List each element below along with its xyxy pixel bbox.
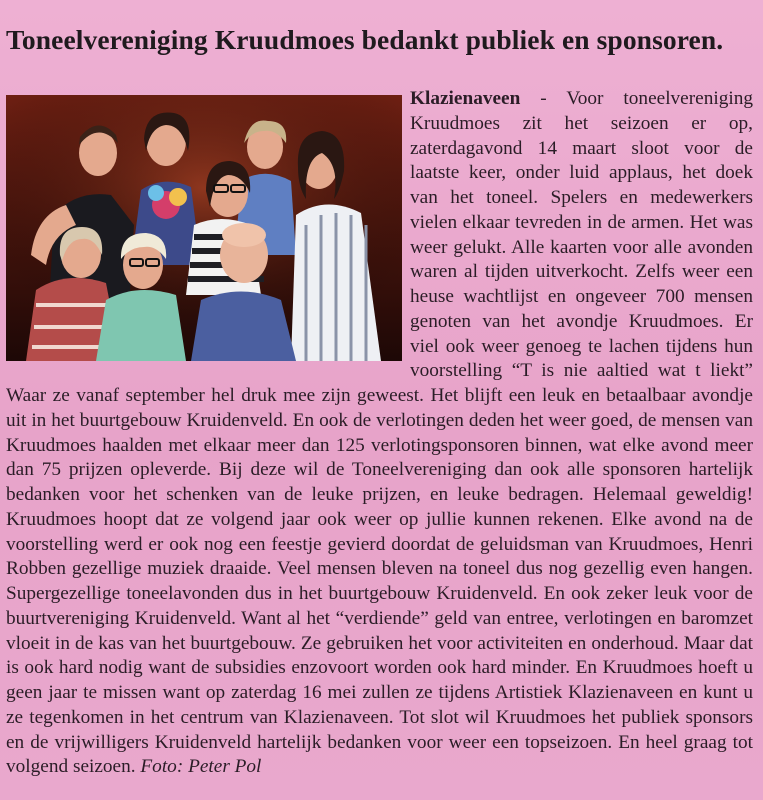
dateline-separator: - — [520, 88, 567, 109]
group-photo-illustration — [6, 95, 402, 361]
article-headline: Toneelvereniging Kruudmoes bedankt publiek en sponsoren. — [6, 24, 724, 56]
article-dateline: Klazienaveen — [410, 88, 521, 109]
article-text: Voor toneelvereniging Kruudmoes zit het seizoen er op, zaterdagavond 14 maart sloot voor de laatste keer, onder luid applaus, het doek van het toneel. Spelers en medewerkers vielen elkaar tevreden in de armen. Het was weer gelukt. Alle kaarten voor alle avonden waren al tijden uitverkocht. Zelfs weer een heuse wachtlijst en ongeveer 700 mensen genoten van het avondje Kruudmoes. Er viel ook weer genoeg te lachen tijdens hun voorstelling “T is nie aaltied wat t liekt” Waar ze vanaf september hel druk mee zijn geweest. Het blijft een leuk en betaalbaar avondje uit in het buurtgebouw Kruidenveld. En ook de verlotingen deden het weer goed, de mensen van Kruudmoes haalden met elkaar meer dan 125 verlotingsponsoren binnen, wat elke avond meer dan 75 prijzen opleverde. Bij deze wil de Toneelvereniging dan ook alle sponsoren hartelijk bedanken voor het schenken van de leuke prijzen, en leuke bedragen. Helemaal geweldig! Kruudmoes hoopt dat ze volgend jaar ook weer op jullie kunnen rekenen. Elke avond na de voorstelling werd er ook nog een feestje gevierd doordat de geluidsman van Kruudmoes, Henri Robben gezellige muziek draaide. Veel mensen bleven na toneel dus nog gezellig even hangen. Supergezellige toneelavonden dus in het buurtgebouw Kruidenveld. En ook zeker leuk voor de buurtvereniging Kruidenveld. Want al het “verdiende” geld van entree, verlotingen en baromzet vloeit in de kas van het buurtgebouw. Ze gebruiken het voor activiteiten en onderhoud. Maar dat is ook hard nodig want de subsidies enzovoort worden ook hard minder. En Kruudmoes hoeft u geen jaar te missen want op zaterdag 16 mei zullen ze tijdens Artistiek Klazienaveen en kunt u ze tegenkomen in het centrum van Klazienaveen. Tot slot wil Kruudmoes het publiek sponsors en de vrijwilligers Kruidenveld hartelijk bedanken voor weer een topseizoen. En heel graag tot volgend seizoen. — [6, 88, 753, 778]
photo-credit: Foto: Peter Pol — [140, 756, 262, 778]
group-photo — [6, 95, 402, 361]
